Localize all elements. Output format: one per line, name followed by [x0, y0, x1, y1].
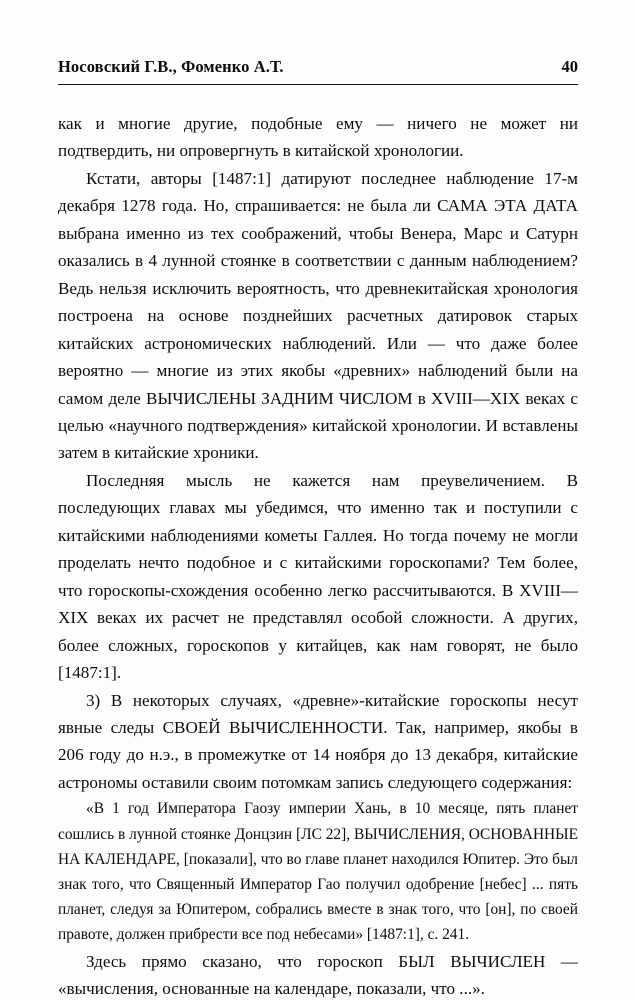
paragraph-poslednyaya-mysl: Последняя мысль не кажется нам преувеличением. В последующих главах мы убедимся, что именно так и поступили с китайскими наблюдениями кометы Галлея. Но тогда почему не могли проделать нечто подобное и с китайскими гороскопами? Тем более, что гороскопы-схождения особенно легко рассчитываются. В XVIII—XIX веках их расчет не представлял особой сложности. А других, более сложных, гороскопов у китайцев, как нам говорят, не было [1487:1].: [58, 470, 578, 683]
paragraph-item-3: 3) В некоторых случаях, «древне»-китайские гороскопы несут явные следы СВОЕЙ ВЫЧИСЛЕННОСТИ. Так, например, якобы в 206 году до н.э., в промежутке от 14 ноября до 13 декабря, китайские астрономы оставили своим потомкам запись следующего содержания:: [58, 690, 578, 792]
paragraph-kstati: Кстати, авторы [1487:1] датируют последнее наблюдение 17-м декабря 1278 года. Но, спрашивается: не была ли САМА ЭТА ДАТА выбрана именно из тех соображений, чтобы Венера, Марс и Сатурн оказались в 4 лунной стоянке в соответствии с данным наблюдением? Ведь нельзя исключить вероятность, что древнекитайская хронология построена на основе позднейших расчетных датировок старых китайских астрономических наблюдений. Или — что даже более вероятно — многие из этих якобы «древних» наблюдений были на самом деле ВЫЧИСЛЕНЫ ЗАДНИМ ЧИСЛОМ в XVIII—XIX веках с целью «научного подтверждения» китайской хронологии. И вставлены затем в китайские хроники.: [58, 168, 578, 463]
header-authors: Носовский Г.В., Фоменко А.Т.: [58, 57, 284, 76]
header-rule: [58, 84, 578, 85]
paragraph-conclusion: Здесь прямо сказано, что гороскоп БЫЛ ВЫЧИСЛЕН — «вычисления, основанные на календаре, показали, что ...».: [58, 951, 578, 998]
running-header: [58, 57, 578, 77]
page-number: 40: [561, 57, 578, 76]
body-text-column: [58, 110, 578, 1002]
paragraph-continuation: как и многие другие, подобные ему — ничего не может ни подтвердить, ни опровергнуть в китайской хронологии.: [58, 114, 578, 161]
paragraph-quotation: «В 1 год Императора Гаозу империи Хань, в 10 месяце, пять планет сошлись в лунной стоянке Донцзин [ЛС 22], ВЫЧИСЛЕНИЯ, ОСНОВАННЫЕ НА КАЛЕНДАРЕ, [показали], что во главе планет находился Юпитер. Это был знак того, что Священный Император Гао получил одобрение [небес] ... пять планет, следуя за Юпитером, собрались вместе в знак того, что [он], по своей правоте, должен прибрести все под небесами» [1487:1], с. 241.: [58, 800, 578, 944]
